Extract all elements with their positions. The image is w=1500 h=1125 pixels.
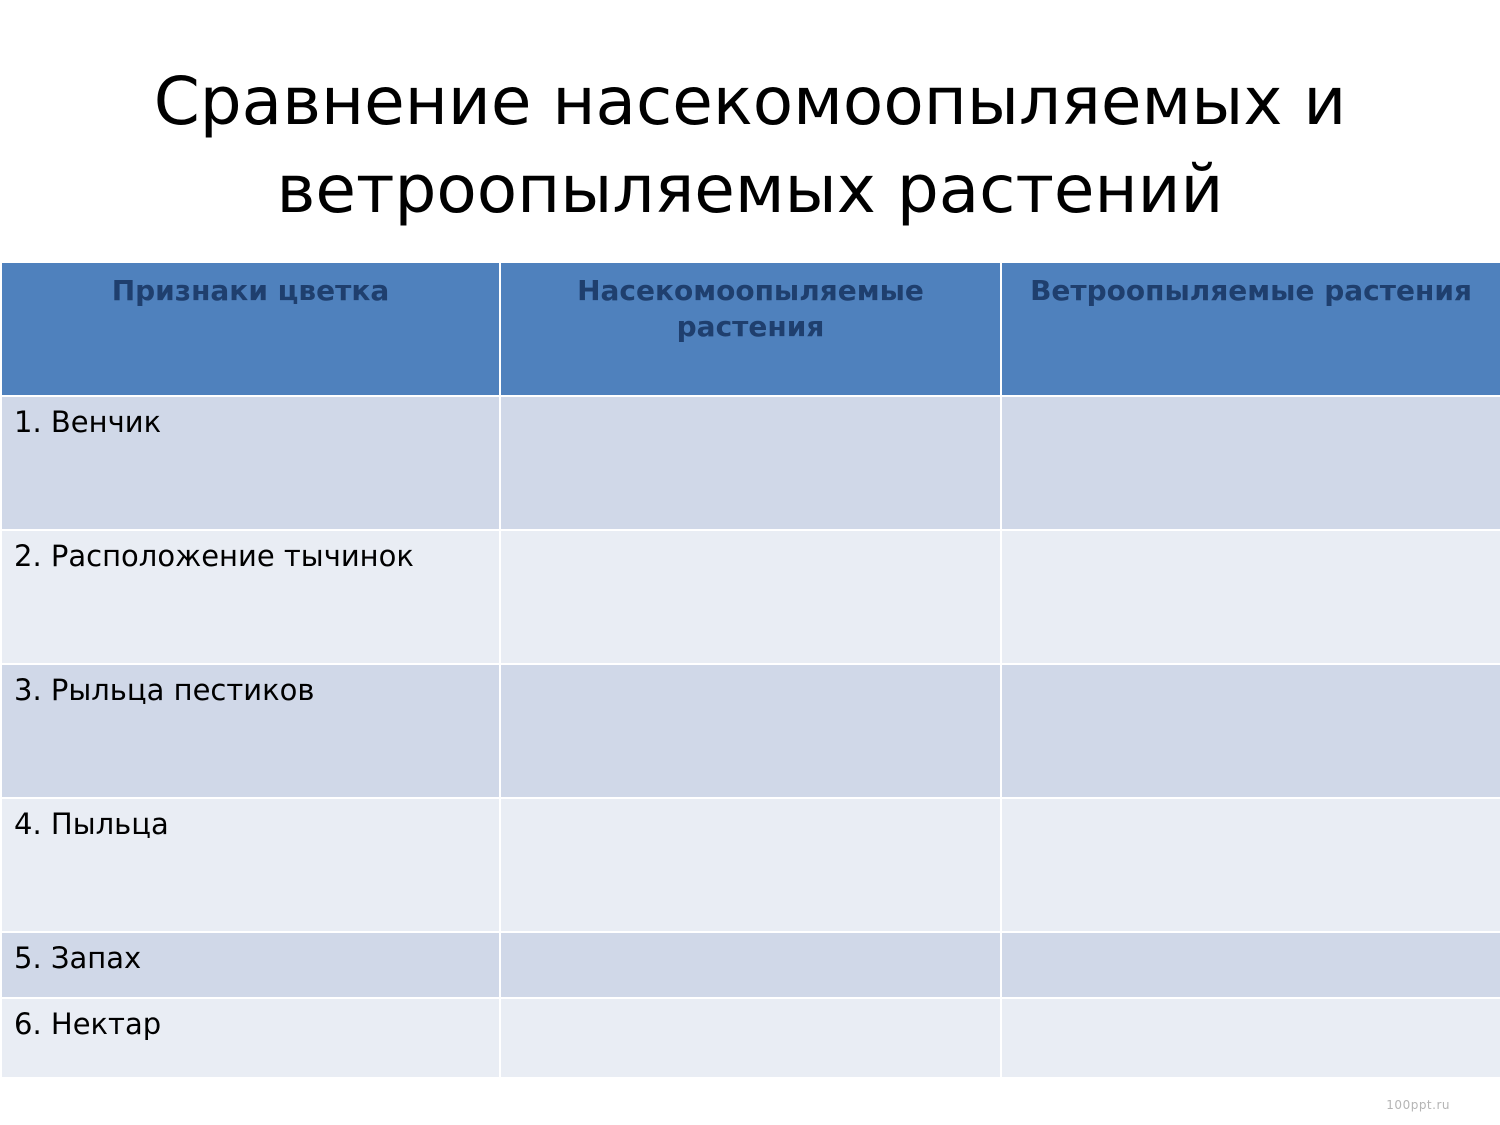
table-row (1, 664, 1500, 798)
comparison-table (0, 261, 1500, 1079)
feature-cell: 1. Венчик (1, 396, 500, 530)
table-row (1, 998, 1500, 1078)
slide-title (0, 58, 1500, 234)
table-row (1, 396, 1500, 530)
table-row (1, 530, 1500, 664)
insect-cell (500, 798, 1001, 932)
table-row (1, 932, 1500, 998)
insect-cell (500, 664, 1001, 798)
table-header-row (1, 262, 1500, 396)
wind-cell (1001, 664, 1500, 798)
slide-title-line-1: Сравнение насекомоопыляемых и (153, 63, 1347, 140)
header-wind-pollinated: Ветроопыляемые растения (1001, 262, 1500, 396)
feature-cell: 6. Нектар (1, 998, 500, 1078)
feature-cell: 4. Пыльца (1, 798, 500, 932)
feature-cell: 3. Рыльца пестиков (1, 664, 500, 798)
feature-cell: 5. Запах (1, 932, 500, 998)
wind-cell (1001, 396, 1500, 530)
wind-cell (1001, 932, 1500, 998)
slide-title-line-2: ветроопыляемых растений (276, 151, 1224, 228)
watermark: 100ppt.ru (1386, 1098, 1450, 1112)
wind-cell (1001, 798, 1500, 932)
wind-cell (1001, 530, 1500, 664)
feature-cell: 2. Расположение тычинок (1, 530, 500, 664)
insect-cell (500, 396, 1001, 530)
insect-cell (500, 530, 1001, 664)
insect-cell (500, 932, 1001, 998)
header-insect-pollinated: Насекомоопыляемые растения (500, 262, 1001, 396)
table-row (1, 798, 1500, 932)
wind-cell (1001, 998, 1500, 1078)
header-flower-features: Признаки цветка (1, 262, 500, 396)
insect-cell (500, 998, 1001, 1078)
